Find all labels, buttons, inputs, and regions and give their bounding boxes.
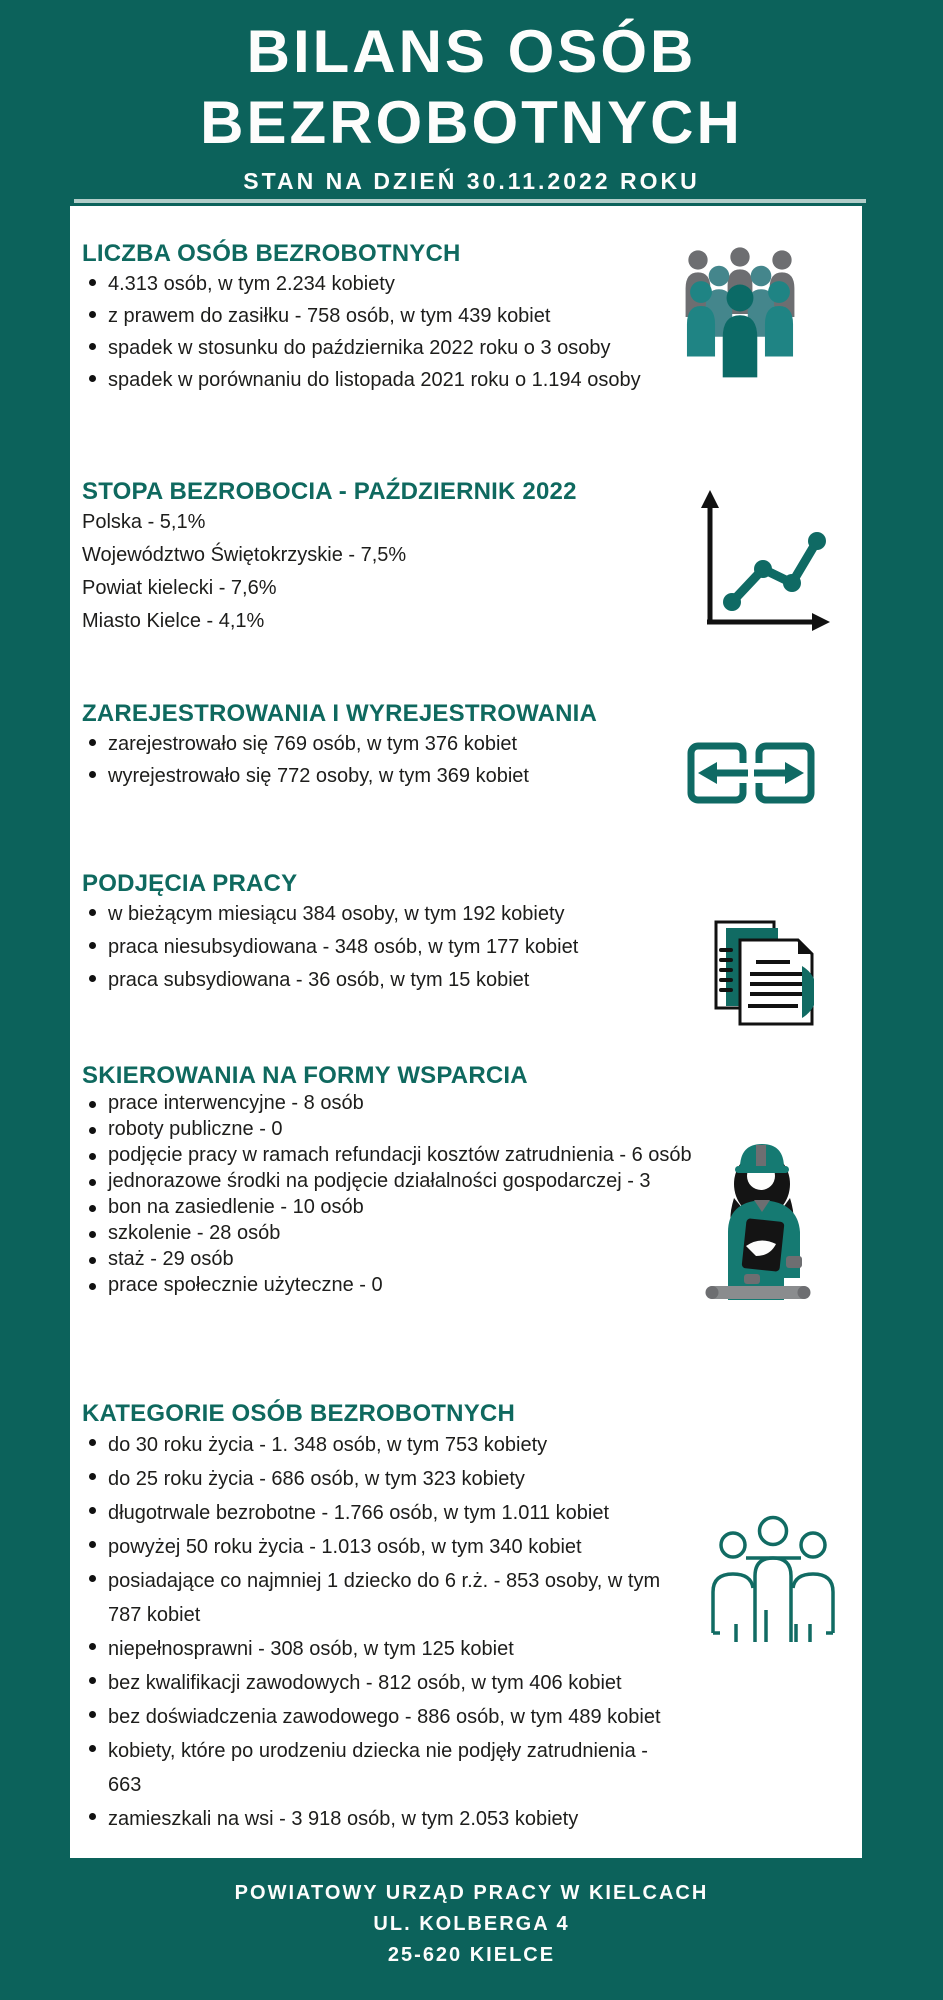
section-list	[82, 728, 722, 792]
list-item: długotrwale bezrobotne - 1.766 osób, w tym 1.011 kobiet	[82, 1496, 682, 1530]
footer-org-name: POWIATOWY URZĄD PRACY W KIELCACH	[234, 1882, 709, 1904]
list-item: Polska - 5,1%	[82, 511, 206, 533]
section-title: SKIEROWANIA NA FORMY WSPARCIA	[82, 1062, 528, 1089]
section-unemployed-count	[82, 240, 722, 396]
section-title: ZAREJESTROWANIA I WYREJESTROWANIA	[82, 700, 598, 727]
section-list	[82, 1428, 682, 1836]
list-item: niepełnosprawni - 308 osób, w tym 125 kobiet	[82, 1632, 682, 1666]
section-unemployed-categories	[82, 1400, 722, 1836]
section-title: PODJĘCIA PRACY	[82, 870, 298, 897]
section-unemployment-rate	[82, 478, 722, 638]
footer	[0, 1878, 943, 1971]
in-out-arrows-icon	[687, 742, 815, 804]
line-chart-icon	[692, 488, 832, 634]
section-title: STOPA BEZROBOCIA - PAŹDZIERNIK 2022	[82, 478, 577, 505]
list-item: bon na zasiedlenie - 10 osób	[82, 1194, 722, 1220]
list-item: wyrejestrowało się 772 osoby, w tym 369 kobiet	[82, 760, 722, 792]
documents-icon	[714, 918, 814, 1026]
page-title-line1: BILANS OSÓB	[246, 18, 697, 85]
list-item: w bieżącym miesiącu 384 osoby, w tym 192 kobiety	[82, 898, 722, 931]
list-item: spadek w stosunku do października 2022 roku o 3 osoby	[82, 332, 722, 364]
list-item: Miasto Kielce - 4,1%	[82, 610, 265, 632]
list-item: staż - 29 osób	[82, 1246, 722, 1272]
section-list	[82, 898, 722, 997]
list-item: zarejestrowało się 769 osób, w tym 376 kobiet	[82, 728, 722, 760]
list-item: do 30 roku życia - 1. 348 osób, w tym 753 kobiety	[82, 1428, 682, 1462]
section-list	[82, 1090, 722, 1298]
list-item: szkolenie - 28 osób	[82, 1220, 722, 1246]
list-item: praca subsydiowana - 36 osób, w tym 15 kobiet	[82, 964, 722, 997]
section-title: LICZBA OSÓB BEZROBOTNYCH	[82, 240, 461, 267]
list-item: zamieszkali na wsi - 3 918 osób, w tym 2.053 kobiety	[82, 1802, 682, 1836]
footer-city: 25-620 KIELCE	[387, 1944, 556, 1966]
page-title	[0, 16, 943, 158]
list-item: Województwo Świętokrzyskie - 7,5%	[82, 544, 407, 566]
footer-street: UL. KOLBERGA 4	[373, 1913, 570, 1935]
people-group-icon	[656, 244, 824, 380]
list-item: spadek w porównaniu do listopada 2021 roku o 1.194 osoby	[82, 364, 722, 396]
section-list	[82, 506, 722, 638]
list-item: jednorazowe środki na podjęcie działalności gospodarczej - 3	[82, 1168, 722, 1194]
people-outline-icon	[706, 1512, 840, 1642]
list-item: bez doświadczenia zawodowego - 886 osób, w tym 489 kobiet	[82, 1700, 682, 1734]
list-item: bez kwalifikacji zawodowych - 812 osób, w tym 406 kobiet	[82, 1666, 682, 1700]
section-title: KATEGORIE OSÓB BEZROBOTNYCH	[82, 1400, 515, 1427]
section-registrations	[82, 700, 722, 792]
list-item: praca niesubsydiowana - 348 osób, w tym 177 kobiet	[82, 931, 722, 964]
list-item: Powiat kielecki - 7,6%	[82, 577, 277, 599]
list-item: roboty publiczne - 0	[82, 1116, 722, 1142]
list-item: do 25 roku życia - 686 osób, w tym 323 kobiety	[82, 1462, 682, 1496]
page-subtitle: STAN NA DZIEŃ 30.11.2022 ROKU	[243, 168, 700, 194]
list-item: powyżej 50 roku życia - 1.013 osób, w tym 340 kobiet	[82, 1530, 682, 1564]
list-item: kobiety, które po urodzeniu dziecka nie podjęły zatrudnienia - 663	[82, 1734, 682, 1802]
page-title-line2: BEZROBOTNYCH	[200, 89, 743, 156]
worker-illustration	[700, 1128, 840, 1306]
list-item: posiadające co najmniej 1 dziecko do 6 r.ż. - 853 osoby, w tym 787 kobiet	[82, 1564, 682, 1632]
section-list	[82, 268, 722, 396]
list-item: prace społecznie użyteczne - 0	[82, 1272, 722, 1298]
section-job-starts	[82, 870, 722, 997]
list-item: 4.313 osób, w tym 2.234 kobiety	[82, 268, 722, 300]
list-item: prace interwencyjne - 8 osób	[82, 1090, 722, 1116]
subtitle-divider	[74, 199, 866, 203]
section-support-referrals	[82, 1062, 722, 1298]
list-item: podjęcie pracy w ramach refundacji kosztów zatrudnienia - 6 osób	[82, 1142, 722, 1168]
list-item: z prawem do zasiłku - 758 osób, w tym 439 kobiet	[82, 300, 722, 332]
